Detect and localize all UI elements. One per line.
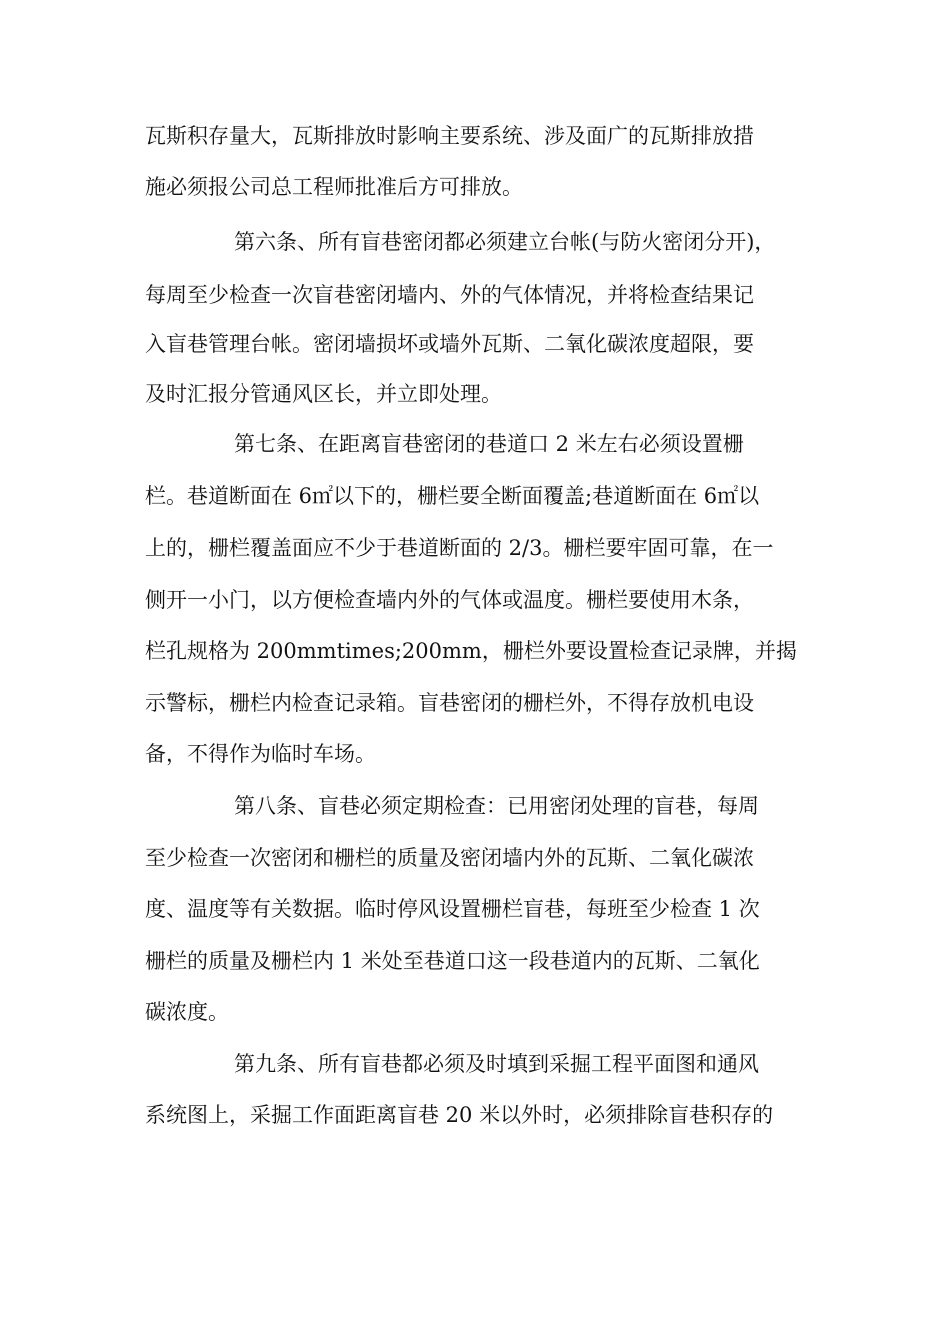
text-line: 示警标，栅栏内检查记录箱。盲巷密闭的栅栏外，不得存放机电设 [145, 691, 754, 715]
text-line: 上的，栅栏覆盖面应不少于巷道断面的 2/3。栅栏要牢固可靠，在一 [145, 536, 774, 560]
text-line: 侧开一小门，以方便检查墙内外的气体或温度。栅栏要使用木条， [145, 588, 754, 612]
text-line: 栏孔规格为 200mmtimes;200mm，栅栏外要设置检查记录牌，并揭 [145, 639, 797, 663]
text-line: 每周至少检查一次盲巷密闭墙内、外的气体情况，并将检查结果记 [145, 283, 754, 307]
text-line: 至少检查一次密闭和栅栏的质量及密闭墙内外的瓦斯、二氧化碳浓 [145, 846, 754, 870]
text-line: 度、温度等有关数据。临时停风设置栅栏盲巷，每班至少检查 1 次 [145, 897, 760, 921]
paragraph-start-article-6: 第六条、所有盲巷密闭都必须建立台帐(与防火密闭分开)， [234, 230, 776, 254]
text-line: 栅栏的质量及栅栏内 1 米处至巷道口这一段巷道内的瓦斯、二氧化 [145, 949, 760, 973]
text-line: 系统图上，采掘工作面距离盲巷 20 米以外时，必须排除盲巷积存的 [145, 1103, 774, 1127]
text-line: 备，不得作为临时车场。 [145, 742, 376, 766]
text-line: 及时汇报分管通风区长，并立即处理。 [145, 382, 502, 406]
paragraph-start-article-7: 第七条、在距离盲巷密闭的巷道口 2 米左右必须设置栅 [234, 432, 744, 456]
text-line: 栏。巷道断面在 6㎡以下的，栅栏要全断面覆盖;巷道断面在 6㎡以 [145, 484, 760, 508]
text-line: 入盲巷管理台帐。密闭墙损坏或墙外瓦斯、二氧化碳浓度超限，要 [145, 332, 754, 356]
text-line: 施必须报公司总工程师批准后方可排放。 [145, 175, 523, 199]
text-line: 瓦斯积存量大，瓦斯排放时影响主要系统、涉及面广的瓦斯排放措 [145, 124, 754, 148]
paragraph-start-article-9: 第九条、所有盲巷都必须及时填到采掘工程平面图和通风 [234, 1052, 759, 1076]
text-line: 碳浓度。 [145, 1000, 229, 1024]
paragraph-start-article-8: 第八条、盲巷必须定期检查：已用密闭处理的盲巷，每周 [234, 794, 759, 818]
